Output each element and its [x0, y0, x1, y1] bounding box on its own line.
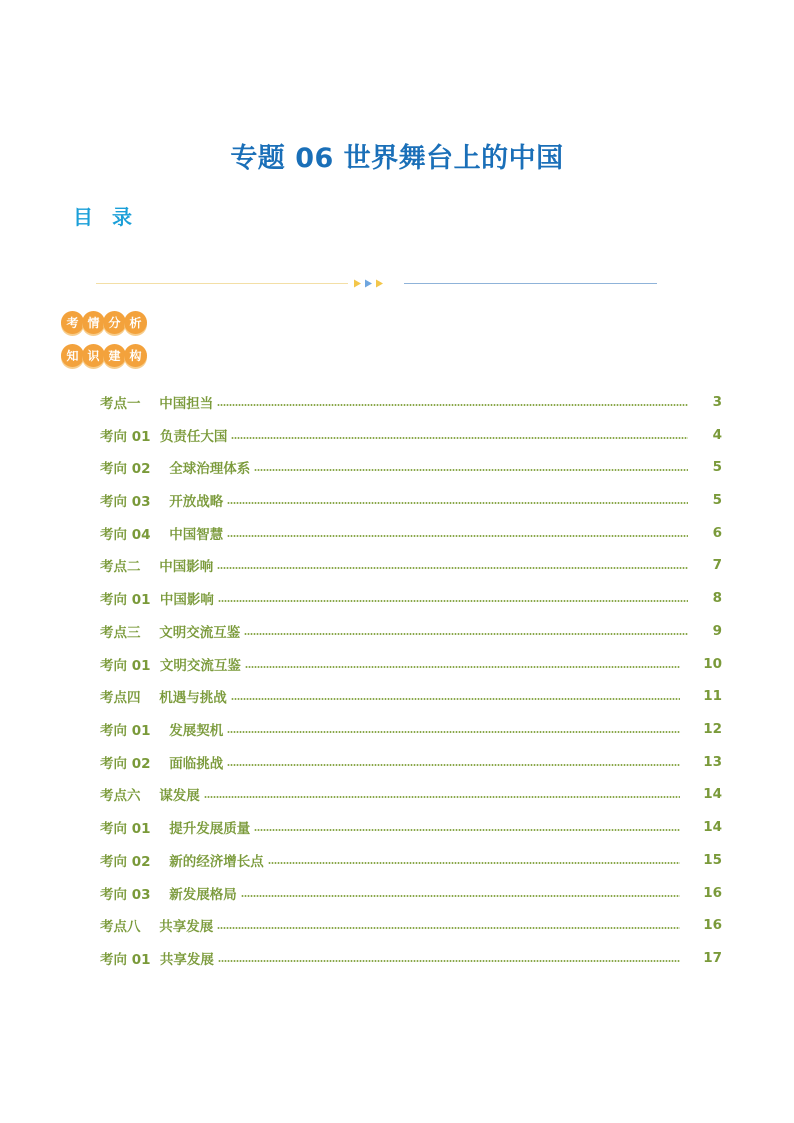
page-number: 6: [712, 525, 722, 541]
document-title: 专题 06 世界舞台上的中国: [230, 143, 564, 174]
dot-leader: [227, 502, 688, 504]
dot-leader: [254, 829, 680, 831]
badge-char: 析: [124, 311, 147, 334]
entry-label: 考向 01 共享发展: [100, 952, 214, 968]
dot-leader: [268, 862, 680, 864]
toc-entry[interactable]: [100, 948, 722, 968]
entry-label: 考向 02 面临挑战: [100, 756, 224, 772]
toc-entry[interactable]: [100, 752, 722, 772]
entry-label: 考向 01 中国影响: [100, 592, 214, 608]
toc-entry[interactable]: [100, 392, 722, 412]
triple-arrow-icon: [354, 279, 388, 288]
toc-entry[interactable]: [100, 588, 722, 608]
toc-entry[interactable]: [100, 555, 722, 575]
dot-leader: [217, 567, 688, 569]
dot-leader: [218, 600, 688, 602]
entry-label: 考点二 中国影响: [100, 559, 214, 575]
toc-entry[interactable]: [100, 784, 722, 804]
page-number: 7: [712, 557, 722, 573]
divider-right: [404, 283, 657, 284]
toc-entry[interactable]: [100, 850, 722, 870]
divider-left: [96, 283, 348, 284]
dot-leader: [227, 731, 680, 733]
page-number: 16: [703, 917, 722, 933]
dot-leader: [254, 469, 688, 471]
dot-leader: [217, 927, 680, 929]
dot-leader: [227, 764, 680, 766]
entry-label: 考点一 中国担当: [100, 396, 214, 412]
badge-char: 考: [61, 311, 84, 334]
entry-label: 考点三 文明交流互鉴: [100, 625, 241, 641]
entry-label: 考向 01 负责任大国: [100, 429, 228, 445]
page-number: 8: [712, 590, 722, 606]
dot-leader: [244, 633, 688, 635]
toc-entry[interactable]: [100, 719, 722, 739]
page-number: 12: [703, 721, 722, 737]
badge-char: 知: [61, 344, 84, 367]
page-number: 15: [703, 852, 722, 868]
page-number: 9: [712, 623, 722, 639]
page-number: 4: [712, 427, 722, 443]
toc-entry[interactable]: [100, 457, 722, 477]
dot-leader: [227, 535, 688, 537]
toc-entry[interactable]: [100, 425, 722, 445]
entry-label: 考向 03 开放战略: [100, 494, 224, 510]
page-number: 14: [703, 819, 722, 835]
toc-entry[interactable]: [100, 883, 722, 903]
entry-label: 考向 01 文明交流互鉴: [100, 658, 241, 674]
entry-label: 考向 02 全球治理体系: [100, 461, 251, 477]
toc-entry[interactable]: [100, 490, 722, 510]
page-number: 5: [712, 492, 722, 508]
page-number: 5: [712, 459, 722, 475]
page-number: 11: [703, 688, 722, 704]
badge-char: 情: [82, 311, 105, 334]
page-number: 16: [703, 885, 722, 901]
badge-char: 建: [103, 344, 126, 367]
page-number: 3: [712, 394, 722, 410]
toc-heading: 目 录: [73, 205, 138, 229]
entry-label: 考向 01 发展契机: [100, 723, 224, 739]
dot-leader: [217, 404, 688, 406]
entry-label: 考向 03 新发展格局: [100, 887, 237, 903]
entry-label: 考点六 谋发展: [100, 788, 200, 804]
page-number: 10: [703, 656, 722, 672]
dot-leader: [218, 960, 680, 962]
page-number: 13: [703, 754, 722, 770]
entry-label: 考点八 共享发展: [100, 919, 214, 935]
badge-char: 识: [82, 344, 105, 367]
page-number: 17: [703, 950, 722, 966]
section-badges: [61, 311, 145, 377]
badge-char: 分: [103, 311, 126, 334]
toc-entry[interactable]: [100, 817, 722, 837]
dot-leader: [245, 666, 680, 668]
toc-entry[interactable]: [100, 654, 722, 674]
toc-entry[interactable]: [100, 915, 722, 935]
entry-label: 考向 01 提升发展质量: [100, 821, 251, 837]
toc-entry[interactable]: [100, 523, 722, 543]
toc-entry[interactable]: [100, 686, 722, 706]
entry-label: 考点四 机遇与挑战: [100, 690, 227, 706]
page-number: 14: [703, 786, 722, 802]
badge-exam-analysis: [61, 311, 145, 334]
toc-entry[interactable]: [100, 621, 722, 641]
dot-leader: [204, 796, 680, 798]
entry-label: 考向 04 中国智慧: [100, 527, 224, 543]
dot-leader: [231, 698, 680, 700]
badge-char: 构: [124, 344, 147, 367]
dot-leader: [241, 895, 680, 897]
entry-label: 考向 02 新的经济增长点: [100, 854, 264, 870]
dot-leader: [231, 437, 688, 439]
badge-knowledge-structure: [61, 344, 145, 367]
